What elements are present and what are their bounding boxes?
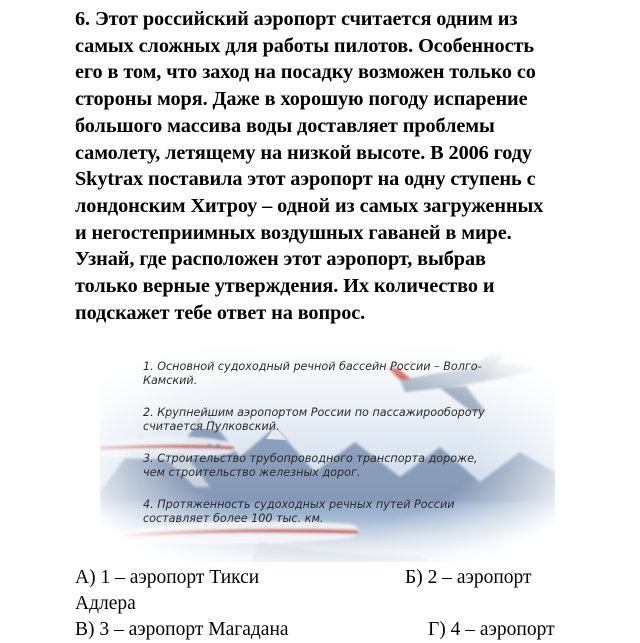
statements-list xyxy=(143,360,543,544)
question-line: 6. Этот российский аэропорт считается одним из xyxy=(75,8,518,30)
question-line: стороны моря. Даже в хорошую погоду испарение xyxy=(75,88,528,111)
question-line: самых сложных для работы пилотов. Особенность xyxy=(75,34,534,57)
statement-item xyxy=(143,452,543,480)
statement-line: считается Пулковский. xyxy=(143,420,280,433)
answer-a: А) 1 – аэропорт Тикси xyxy=(75,567,260,588)
statement-line: чем строительство железных дорог. xyxy=(143,466,361,479)
question-line: его в том, что заход на посадку возможен только со xyxy=(75,61,536,84)
statement-line: 4. Протяженность судоходных речных путей России xyxy=(143,498,455,511)
statement-line: Камский. xyxy=(143,374,198,387)
question-line: только верные утверждения. Их количество и xyxy=(75,275,495,298)
answer-b-continued: Адлера xyxy=(75,593,136,614)
statement-item xyxy=(143,360,543,388)
question-line: большого массива воды доставляет проблемы xyxy=(75,114,495,137)
question-line: подскажет тебе ответ на вопрос. xyxy=(75,301,366,324)
question-text xyxy=(75,6,615,326)
statement-line: составляет более 100 тыс. км. xyxy=(143,512,324,525)
statement-item xyxy=(143,498,543,526)
question-line: и негостеприимных воздушных гаваней в мире. xyxy=(75,221,512,244)
question-line: Узнай, где расположен этот аэропорт, выбрав xyxy=(75,248,486,271)
answer-d: Г) 4 – аэропорт xyxy=(428,619,555,640)
answer-c: В) 3 – аэропорт Магадана xyxy=(75,619,289,640)
statement-line: 3. Строительство трубопроводного транспорта дороже, xyxy=(143,452,478,465)
statement-item xyxy=(143,406,543,434)
answer-b: Б) 2 – аэропорт xyxy=(405,567,532,588)
statement-line: 2. Крупнейшим аэропортом России по пассажирообороту xyxy=(143,406,485,419)
question-line: самолету, летящему на низкой высоте. В 2006 году xyxy=(75,141,532,164)
statement-line: 1. Основной судоходный речной бассейн России – Волго- xyxy=(143,360,482,373)
question-line: лондонским Хитроу – одной из самых загруженных xyxy=(75,194,544,217)
question-line: Skytrax поставила этот аэропорт на одну ступень с xyxy=(75,168,536,191)
